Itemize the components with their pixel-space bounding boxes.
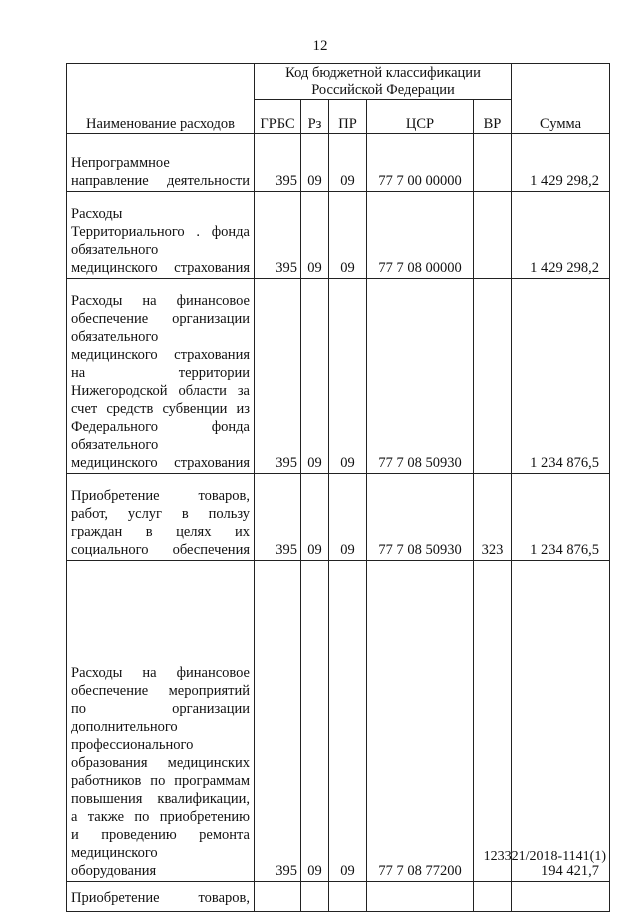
header-csr: ЦСР [367,100,474,134]
expense-name-line: Приобретение товаров, [71,890,250,906]
expense-name-line: работ, услуг в пользу [71,506,250,522]
expense-name-line: медицинского страхования [71,347,250,363]
expense-name-line: Непрограммное [71,155,170,171]
expense-name [67,279,255,474]
expense-name-line: Расходы на финансовое [71,665,250,681]
csr-code: 77 7 00 00000 [367,134,474,192]
vr-code [474,882,512,912]
expense-name-line: и проведению ремонта [71,827,250,843]
sum-value [512,882,610,912]
grbs-code: 395 [255,561,301,882]
sum-value: 1 234 876,5 [512,279,610,474]
csr-code: 77 7 08 50930 [367,279,474,474]
expense-name-line: счет средств субвенции из [71,401,250,417]
expense-name-line: на территории [71,365,250,381]
expense-name [67,192,255,279]
expense-name-line: а также по приобретению [71,809,250,825]
expense-name-line: медицинского [71,845,158,861]
expense-name-line: Расходы на финансовое [71,293,250,309]
expense-name-line: социального обеспечения [71,542,250,558]
grbs-code: 395 [255,192,301,279]
expense-name-line: обеспечение мероприятий [71,683,250,699]
expense-name-line: работников по программам [71,773,250,789]
pr-code: 09 [329,561,367,882]
table-row [67,474,610,561]
expense-name-line: Приобретение товаров, [71,488,250,504]
expense-name-line: медицинского страхования [71,260,250,276]
rz-code: 09 [301,279,329,474]
header-name: Наименование расходов [67,64,255,134]
expense-name-line: обеспечение организации [71,311,250,327]
expense-name-line: оборудования [71,863,157,879]
sum-value: 1 429 298,2 [512,134,610,192]
pr-code: 09 [329,474,367,561]
vr-code: 323 [474,474,512,561]
vr-code [474,134,512,192]
pr-code: 09 [329,279,367,474]
expense-name [67,561,255,882]
header-sum: Сумма [512,64,610,134]
sum-value: 1 429 298,2 [512,192,610,279]
expense-name [67,134,255,192]
expense-name-line: по организации [71,701,250,717]
expense-name-line: граждан в целях их [71,524,250,540]
pr-code [329,882,367,912]
sum-value: 194 421,7 [512,561,610,882]
csr-code: 77 7 08 00000 [367,192,474,279]
pr-code: 09 [329,134,367,192]
table-row [67,882,610,912]
header-rz: Рз [301,100,329,134]
expense-name-line: Нижегородской области за [71,383,250,399]
sum-value: 1 234 876,5 [512,474,610,561]
expense-name-line: медицинского страхования [71,455,250,471]
page-number: 12 [312,38,328,54]
csr-code: 77 7 08 77200 [367,561,474,882]
expense-name-line: Территориального . фонда [71,224,250,240]
grbs-code [255,882,301,912]
table-row [67,192,610,279]
expense-name-line: дополнительного [71,719,178,735]
vr-code [474,192,512,279]
header-grbs: ГРБС [255,100,301,134]
expense-name-line: обязательного [71,242,159,258]
expense-name-line: направление деятельности [71,173,250,189]
grbs-code: 395 [255,474,301,561]
expense-name-line: обязательного [71,437,159,453]
expense-name [67,474,255,561]
header-vr: ВР [474,100,512,134]
expense-name-line: Расходы [71,206,123,222]
budget-table [66,63,610,912]
vr-code [474,561,512,882]
table-row [67,279,610,474]
expense-name-line: повышения квалификации, [71,791,250,807]
rz-code: 09 [301,561,329,882]
csr-code: 77 7 08 50930 [367,474,474,561]
table-row [67,561,610,882]
expense-name-line: профессионального [71,737,194,753]
rz-code: 09 [301,474,329,561]
expense-name-line: обязательного [71,329,159,345]
rz-code: 09 [301,192,329,279]
header-row-top [67,64,610,100]
csr-code [367,882,474,912]
document-code: 123321/2018-1141(1) [483,849,606,864]
expense-name-line: Федерального фонда [71,419,250,435]
header-classification: Код бюджетной классификации Российской Федерации [255,64,512,100]
vr-code [474,279,512,474]
expense-name-line: образования медицинских [71,755,250,771]
pr-code: 09 [329,192,367,279]
grbs-code: 395 [255,134,301,192]
expense-name [67,882,255,912]
grbs-code: 395 [255,279,301,474]
rz-code [301,882,329,912]
rz-code: 09 [301,134,329,192]
table-row [67,134,610,192]
header-pr: ПР [329,100,367,134]
